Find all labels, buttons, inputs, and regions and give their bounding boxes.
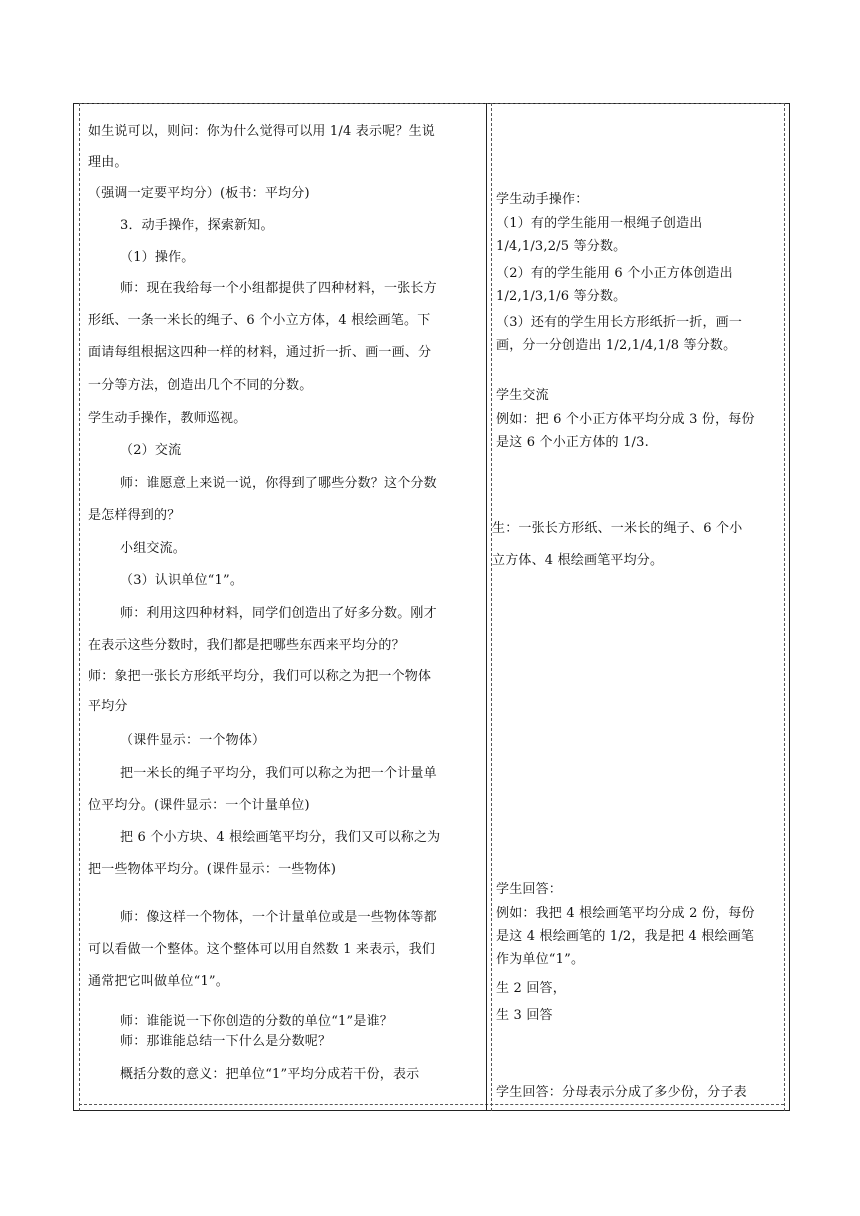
text-line: 学生动手操作，教师巡视。 [88,411,247,426]
text-line: 面请每组根据这四种一样的材料，通过折一折、画一画、分 [88,345,432,360]
text-line: 位平均分。(课件显示：一个计量单位) [88,798,310,813]
text-line: 生 3 回答 [496,1008,553,1023]
text-line: 师：像这样一个物体，一个计量单位或是一些物体等都 [120,910,437,925]
text-line: 画，分一分创造出 1/2,1/4,1/8 等分数。 [496,338,737,353]
text-line: 例如：我把 4 根绘画笔平均分成 2 份，每份 [496,906,755,921]
table-column-divider [486,103,487,1111]
text-line: 可以看做一个整体。这个整体可以用自然数 1 来表示，我们 [88,942,436,957]
text-line: （1）有的学生能用一根绳子创造出 [496,216,703,231]
text-line: 把 6 个小方块、4 根绘画笔平均分，我们又可以称之为 [120,830,441,845]
text-line: （3）还有的学生用长方形纸折一折，画一 [496,315,743,330]
text-line: （2）有的学生能用 6 个小正方体创造出 [496,266,733,281]
text-line: 作为单位“1”。 [496,952,585,967]
text-line: 例如：把 6 个小正方体平均分成 3 份，每份 [496,412,755,427]
text-line: 在表示这些分数时，我们都是把哪些东西来平均分的？ [88,638,405,653]
table-inner-top-line [79,103,784,104]
text-line: 师：利用这四种材料，同学们创造出了好多分数。刚才 [120,606,437,621]
text-line: 一分等方法，创造出几个不同的分数。 [88,378,313,393]
table-column-divider-dashed [491,103,492,1111]
text-line: 是这 6 个小正方体的 1/3. [496,435,649,450]
text-line: 把一米长的绳子平均分，我们可以称之为把一个计量单 [120,766,437,781]
text-line: 学生交流 [496,388,549,403]
text-line: 学生回答：分母表示分成了多少份，分子表 [496,1085,747,1100]
text-line: 师：象把一张长方形纸平均分，我们可以称之为把一个物体 [88,669,432,684]
table-inner-left-line [79,103,80,1111]
table-inner-bottom-line [79,1104,784,1105]
text-line: （2）交流 [120,443,182,458]
text-line: （课件显示：一个物体） [120,733,266,748]
text-line: 小组交流。 [120,541,187,556]
text-line: （3）认识单位“1”。 [120,573,244,588]
text-line: 1/2,1/3,1/6 等分数。 [496,289,627,304]
text-line: 3．动手操作，探索新知。 [120,218,274,233]
text-line: 师：现在我给每一个小组都提供了四种材料，一张长方 [120,281,437,296]
text-line: 把一些物体平均分。(课件显示：一些物体) [88,862,337,877]
text-line: 学生动手操作： [496,192,589,207]
text-line: 师：谁愿意上来说一说，你得到了哪些分数？这个分数 [120,476,437,491]
text-line: 理由。 [88,155,128,170]
text-line: 概括分数的意义：把单位“1”平均分成若干份，表示 [120,1067,420,1082]
table-inner-right-line [784,103,785,1111]
text-line: 1/4,1/3,2/5 等分数。 [496,239,627,254]
text-line: 平均分 [88,699,128,714]
text-line: 形纸、一条一米长的绳子、6 个小立方体，4 根绘画笔。下 [88,313,431,328]
text-line: 立方体、4 根绘画笔平均分。 [492,553,664,568]
text-line: 生 2 回答， [496,981,566,996]
text-line: 学生回答： [496,882,563,897]
text-line: （强调一定要平均分）(板书：平均分) [88,186,310,201]
text-line: 如生说可以，则问：你为什么觉得可以用 1/4 表示呢？生说 [88,124,435,139]
text-line: 通常把它叫做单位“1”。 [88,974,229,989]
text-line: 是怎样得到的？ [88,508,181,523]
text-line: 师：谁能说一下你创造的分数的单位“1”是谁？ [120,1014,393,1029]
text-line: （1）操作。 [120,250,195,265]
text-line: 是这 4 根绘画笔的 1/2，我是把 4 根绘画笔 [496,929,755,944]
text-line: 师：那谁能总结一下什么是分数呢？ [120,1034,332,1049]
text-line: 生：一张长方形纸、一米长的绳子、6 个小 [492,521,743,536]
